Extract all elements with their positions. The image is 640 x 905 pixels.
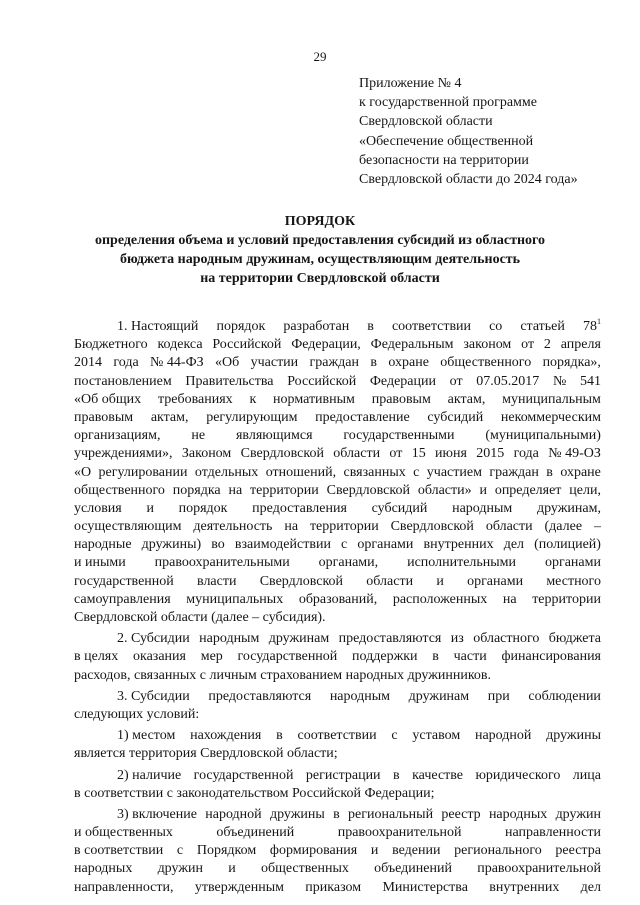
word: в	[432, 649, 439, 665]
word: финансирования	[501, 649, 601, 665]
text-line	[74, 824, 601, 842]
word: от	[449, 373, 463, 389]
superscript: 1	[596, 317, 601, 326]
word: направленности	[504, 825, 601, 841]
word: 07.05.2017	[476, 373, 540, 389]
word: регионального	[454, 843, 542, 859]
word: порядок	[216, 319, 266, 334]
word: дружины)	[141, 537, 202, 553]
appendix-line: Свердловской области	[359, 114, 493, 130]
word: нахождения	[190, 728, 262, 744]
word: организациям,	[74, 428, 161, 444]
word: Свердловской	[326, 482, 410, 498]
word: с	[341, 537, 348, 553]
word: дел	[580, 879, 601, 895]
word: юридического	[475, 767, 561, 783]
word: с	[176, 843, 184, 859]
word: государственной	[193, 767, 294, 783]
word	[583, 318, 601, 336]
text-line	[74, 630, 601, 648]
word: граждан	[489, 464, 539, 480]
text-line	[74, 354, 601, 372]
word: и	[436, 573, 444, 589]
word: 2. Субсидии	[117, 631, 190, 647]
text-line	[74, 767, 601, 785]
word: Свердловской	[259, 573, 344, 589]
text-line	[74, 336, 601, 354]
word: самоуправления	[74, 591, 171, 607]
word: 541	[579, 373, 601, 389]
word: «Об	[215, 355, 240, 371]
text-line	[74, 842, 601, 860]
word: условия	[74, 500, 122, 516]
word: «О	[74, 464, 92, 480]
text-line	[74, 391, 601, 409]
word: в	[276, 728, 283, 744]
word: объединений	[216, 825, 295, 841]
text-line	[74, 591, 601, 609]
word: общественного	[440, 355, 532, 371]
word: разработан	[283, 319, 350, 334]
word: территории	[309, 519, 379, 535]
word: дружины	[269, 806, 325, 822]
word: дружины	[546, 728, 601, 744]
word: субсидий	[371, 500, 428, 516]
word: №	[552, 373, 567, 389]
word: не	[191, 428, 206, 444]
word: в	[367, 319, 374, 334]
word: и	[479, 482, 487, 498]
word: Министерства	[382, 879, 468, 895]
paragraph-3	[74, 688, 601, 727]
word: уставом	[412, 728, 461, 744]
word: народной	[205, 806, 262, 822]
word: осуществляющим	[74, 519, 182, 535]
word: народные	[74, 537, 132, 553]
word: 3. Субсидии	[117, 688, 190, 704]
word: Бюджетного	[74, 337, 148, 353]
appendix-line: «Обеспечение общественной	[359, 133, 534, 149]
word: 3) включение	[117, 806, 197, 822]
word: дружинам	[268, 631, 330, 647]
word: участии	[250, 355, 299, 371]
word: области	[333, 446, 381, 462]
word: связанных	[343, 464, 406, 480]
word: и	[370, 843, 379, 859]
word: года	[113, 355, 139, 371]
word: и	[228, 861, 236, 877]
text-line	[74, 573, 601, 591]
document-title: ПОРЯДОК	[284, 214, 356, 229]
word: правовым	[371, 391, 431, 407]
word: части	[453, 649, 487, 665]
word: охране	[388, 355, 429, 371]
text-line	[74, 464, 601, 482]
paragraph-gap	[74, 897, 601, 900]
word: органами	[544, 555, 601, 571]
word: территории	[250, 482, 319, 498]
document-heading	[0, 212, 640, 288]
word: исполнительными	[407, 555, 517, 571]
word: предоставление	[315, 409, 410, 425]
text-line	[74, 318, 601, 336]
word: и общественных	[74, 825, 173, 841]
word: области	[485, 519, 533, 535]
list-item-1	[74, 727, 601, 766]
word: мер	[200, 649, 223, 665]
word: актам,	[447, 391, 486, 407]
word: в	[546, 464, 553, 480]
word: общественных	[260, 861, 349, 877]
word: приказом	[305, 879, 362, 895]
word: поддержки	[352, 649, 418, 665]
word: законом	[463, 337, 512, 353]
word: предоставления	[252, 500, 347, 516]
word: местного	[546, 573, 601, 589]
word: правоохранительными	[154, 555, 290, 571]
word: формирования	[269, 843, 358, 859]
word: и	[146, 500, 154, 516]
word: соответствии	[391, 319, 472, 334]
word: регистрации	[305, 767, 381, 783]
word: областного	[473, 631, 540, 647]
word: Федеральным	[370, 337, 454, 353]
word: «Об общих	[74, 391, 142, 407]
word: муниципальных	[186, 591, 284, 607]
word: при	[487, 688, 510, 704]
word: нормативным	[273, 391, 355, 407]
word: граждан	[309, 355, 359, 371]
word: органами,	[318, 555, 379, 571]
word: Российской	[212, 337, 282, 353]
word: требованиях	[157, 391, 233, 407]
word: лица	[572, 767, 601, 783]
word: охране	[560, 464, 601, 480]
word: в	[370, 355, 377, 371]
word: 2014	[74, 355, 102, 371]
word: –	[593, 519, 601, 535]
word: образований,	[298, 591, 378, 607]
word: области	[366, 573, 414, 589]
word: в	[393, 767, 400, 783]
word: на	[502, 591, 517, 607]
text-line	[74, 860, 601, 878]
word: года	[513, 446, 539, 462]
text-line	[74, 554, 601, 572]
text-line-last: расходов, связанных с личным страхованием народных дружинников.	[74, 667, 492, 683]
word: региональный	[348, 806, 434, 822]
paragraph-1	[74, 318, 601, 630]
word: органами	[357, 537, 414, 553]
word: власти	[197, 573, 237, 589]
word: статьей	[520, 319, 565, 334]
word: реестр	[441, 806, 481, 822]
word: правовым	[74, 409, 134, 425]
paragraph-2	[74, 630, 601, 688]
word: от	[521, 337, 535, 353]
appendix-line: к государственной программе	[359, 95, 537, 111]
word: государственной	[237, 649, 338, 665]
word: субсидий	[427, 409, 484, 425]
word: постановлением	[74, 373, 172, 389]
text-line	[74, 500, 601, 518]
text-line-last: Свердловской области (далее – субсидия).	[74, 610, 326, 625]
word: со	[489, 319, 503, 334]
word: качестве	[412, 767, 464, 783]
text-line	[74, 409, 601, 427]
word: дружинам	[408, 688, 470, 704]
text-line	[74, 445, 601, 463]
word: дружин	[157, 861, 203, 877]
appendix-line: Свердловской области до 2024 года»	[359, 172, 578, 188]
list-item-2	[74, 767, 601, 806]
word: направленности,	[74, 879, 174, 895]
word: № 44-ФЗ	[150, 355, 204, 371]
word: (муниципальными)	[485, 428, 601, 444]
word: 2015	[476, 446, 505, 462]
word: взаимодействии	[234, 537, 331, 553]
word: некоммерческим	[500, 409, 601, 425]
appendix-line: безопасности на территории	[359, 152, 529, 168]
word: 78	[582, 319, 597, 334]
text-line	[74, 518, 601, 536]
word: народным	[452, 500, 513, 516]
word: регулировании	[98, 464, 188, 480]
word: Свердловской	[390, 519, 474, 535]
word: являющимся	[235, 428, 313, 444]
word: Правительства	[185, 373, 274, 389]
word: 2) наличие	[117, 767, 182, 783]
word: на	[228, 482, 243, 498]
word: соблюдении	[528, 688, 601, 704]
word: общественного	[74, 482, 165, 498]
text-line	[74, 806, 601, 824]
word: 2	[543, 337, 551, 353]
word: отношений,	[265, 464, 337, 480]
word: ведении	[392, 843, 441, 859]
word: бюджета	[548, 631, 601, 647]
word: дружин	[555, 806, 601, 822]
word: и иными	[74, 555, 126, 571]
word: кодекса	[157, 337, 203, 353]
word: народной	[474, 728, 532, 744]
word: порядка»,	[542, 355, 601, 371]
word: в целях	[74, 649, 119, 665]
word: муниципальным	[502, 391, 601, 407]
word: 1. Настоящий	[117, 319, 199, 334]
text-line	[74, 536, 601, 554]
word: в соответствии	[74, 843, 164, 859]
word: актам,	[150, 409, 189, 425]
word: народных	[74, 861, 133, 877]
word: предоставляются	[208, 688, 312, 704]
word: правоохранительной	[477, 861, 601, 877]
word: отдельных	[194, 464, 259, 480]
word: государственными	[343, 428, 455, 444]
word: определяет	[494, 482, 562, 498]
word: объединений	[374, 861, 452, 877]
word: с	[391, 728, 398, 744]
document-subtitle-line: на территории Свердловской области	[200, 271, 440, 286]
word: из	[450, 631, 464, 647]
word: цели,	[569, 482, 601, 498]
word: области»	[417, 482, 472, 498]
text-line	[74, 482, 601, 500]
word: внутренних	[489, 879, 560, 895]
word: (далее	[544, 519, 583, 535]
word: утвержденным	[194, 879, 284, 895]
word: Федерации	[369, 373, 436, 389]
word: народным	[329, 688, 390, 704]
word: учреждениями»,	[74, 446, 173, 462]
word: порядка	[172, 482, 221, 498]
text-line	[74, 373, 601, 391]
word: (полицией)	[534, 537, 601, 553]
word: народным	[199, 631, 260, 647]
list-item-3	[74, 806, 601, 900]
text-line	[74, 688, 601, 706]
word: расположенных	[392, 591, 488, 607]
text-line-last: является территория Свердловской области;	[74, 746, 338, 762]
word: Законом	[181, 446, 232, 462]
word: дружинам,	[536, 500, 601, 516]
word: на	[284, 519, 299, 535]
word: народных	[488, 806, 548, 822]
appendix-block	[359, 74, 629, 189]
text-line-last: в соответствии с законодательством Российской Федерации;	[74, 785, 435, 801]
word: 1) местом	[117, 728, 176, 744]
word: правоохранительной	[337, 825, 462, 841]
word: оказания	[132, 649, 186, 665]
word: Свердловской	[240, 446, 324, 462]
word: деятельность	[193, 519, 273, 535]
text-line	[74, 727, 601, 745]
word: апреля	[560, 337, 601, 353]
text-line	[74, 879, 601, 897]
word: 15	[411, 446, 426, 462]
word: дел	[503, 537, 525, 553]
text-line-last: следующих условий:	[74, 706, 200, 722]
page-number: 29	[313, 49, 327, 64]
word: территории	[532, 591, 601, 607]
word: участием	[426, 464, 482, 480]
text-line	[74, 427, 601, 445]
document-subtitle-line: определения объема и условий предоставления субсидий из областного	[94, 233, 546, 248]
word: № 49-ОЗ	[548, 446, 601, 462]
word: государственной	[74, 573, 174, 589]
document-body	[74, 318, 601, 900]
word: от	[389, 446, 403, 462]
word: соответствии	[297, 728, 377, 744]
word: предоставляются	[338, 631, 442, 647]
word: к	[249, 391, 257, 407]
word: регулирующим	[206, 409, 298, 425]
word: внутренних	[423, 537, 494, 553]
word: порядок	[178, 500, 228, 516]
word: органами	[467, 573, 524, 589]
word: в	[333, 806, 340, 822]
appendix-line: Приложение № 4	[359, 76, 462, 91]
word: с	[413, 464, 420, 480]
word: Российской	[287, 373, 357, 389]
word: Порядком	[196, 843, 257, 859]
text-line	[74, 648, 601, 666]
word: Федерации,	[291, 337, 361, 353]
word: во	[211, 537, 225, 553]
word: июня	[435, 446, 467, 462]
document-subtitle-line: бюджета народным дружинам, осуществляющим деятельность	[119, 252, 521, 267]
word: реестра	[555, 843, 601, 859]
